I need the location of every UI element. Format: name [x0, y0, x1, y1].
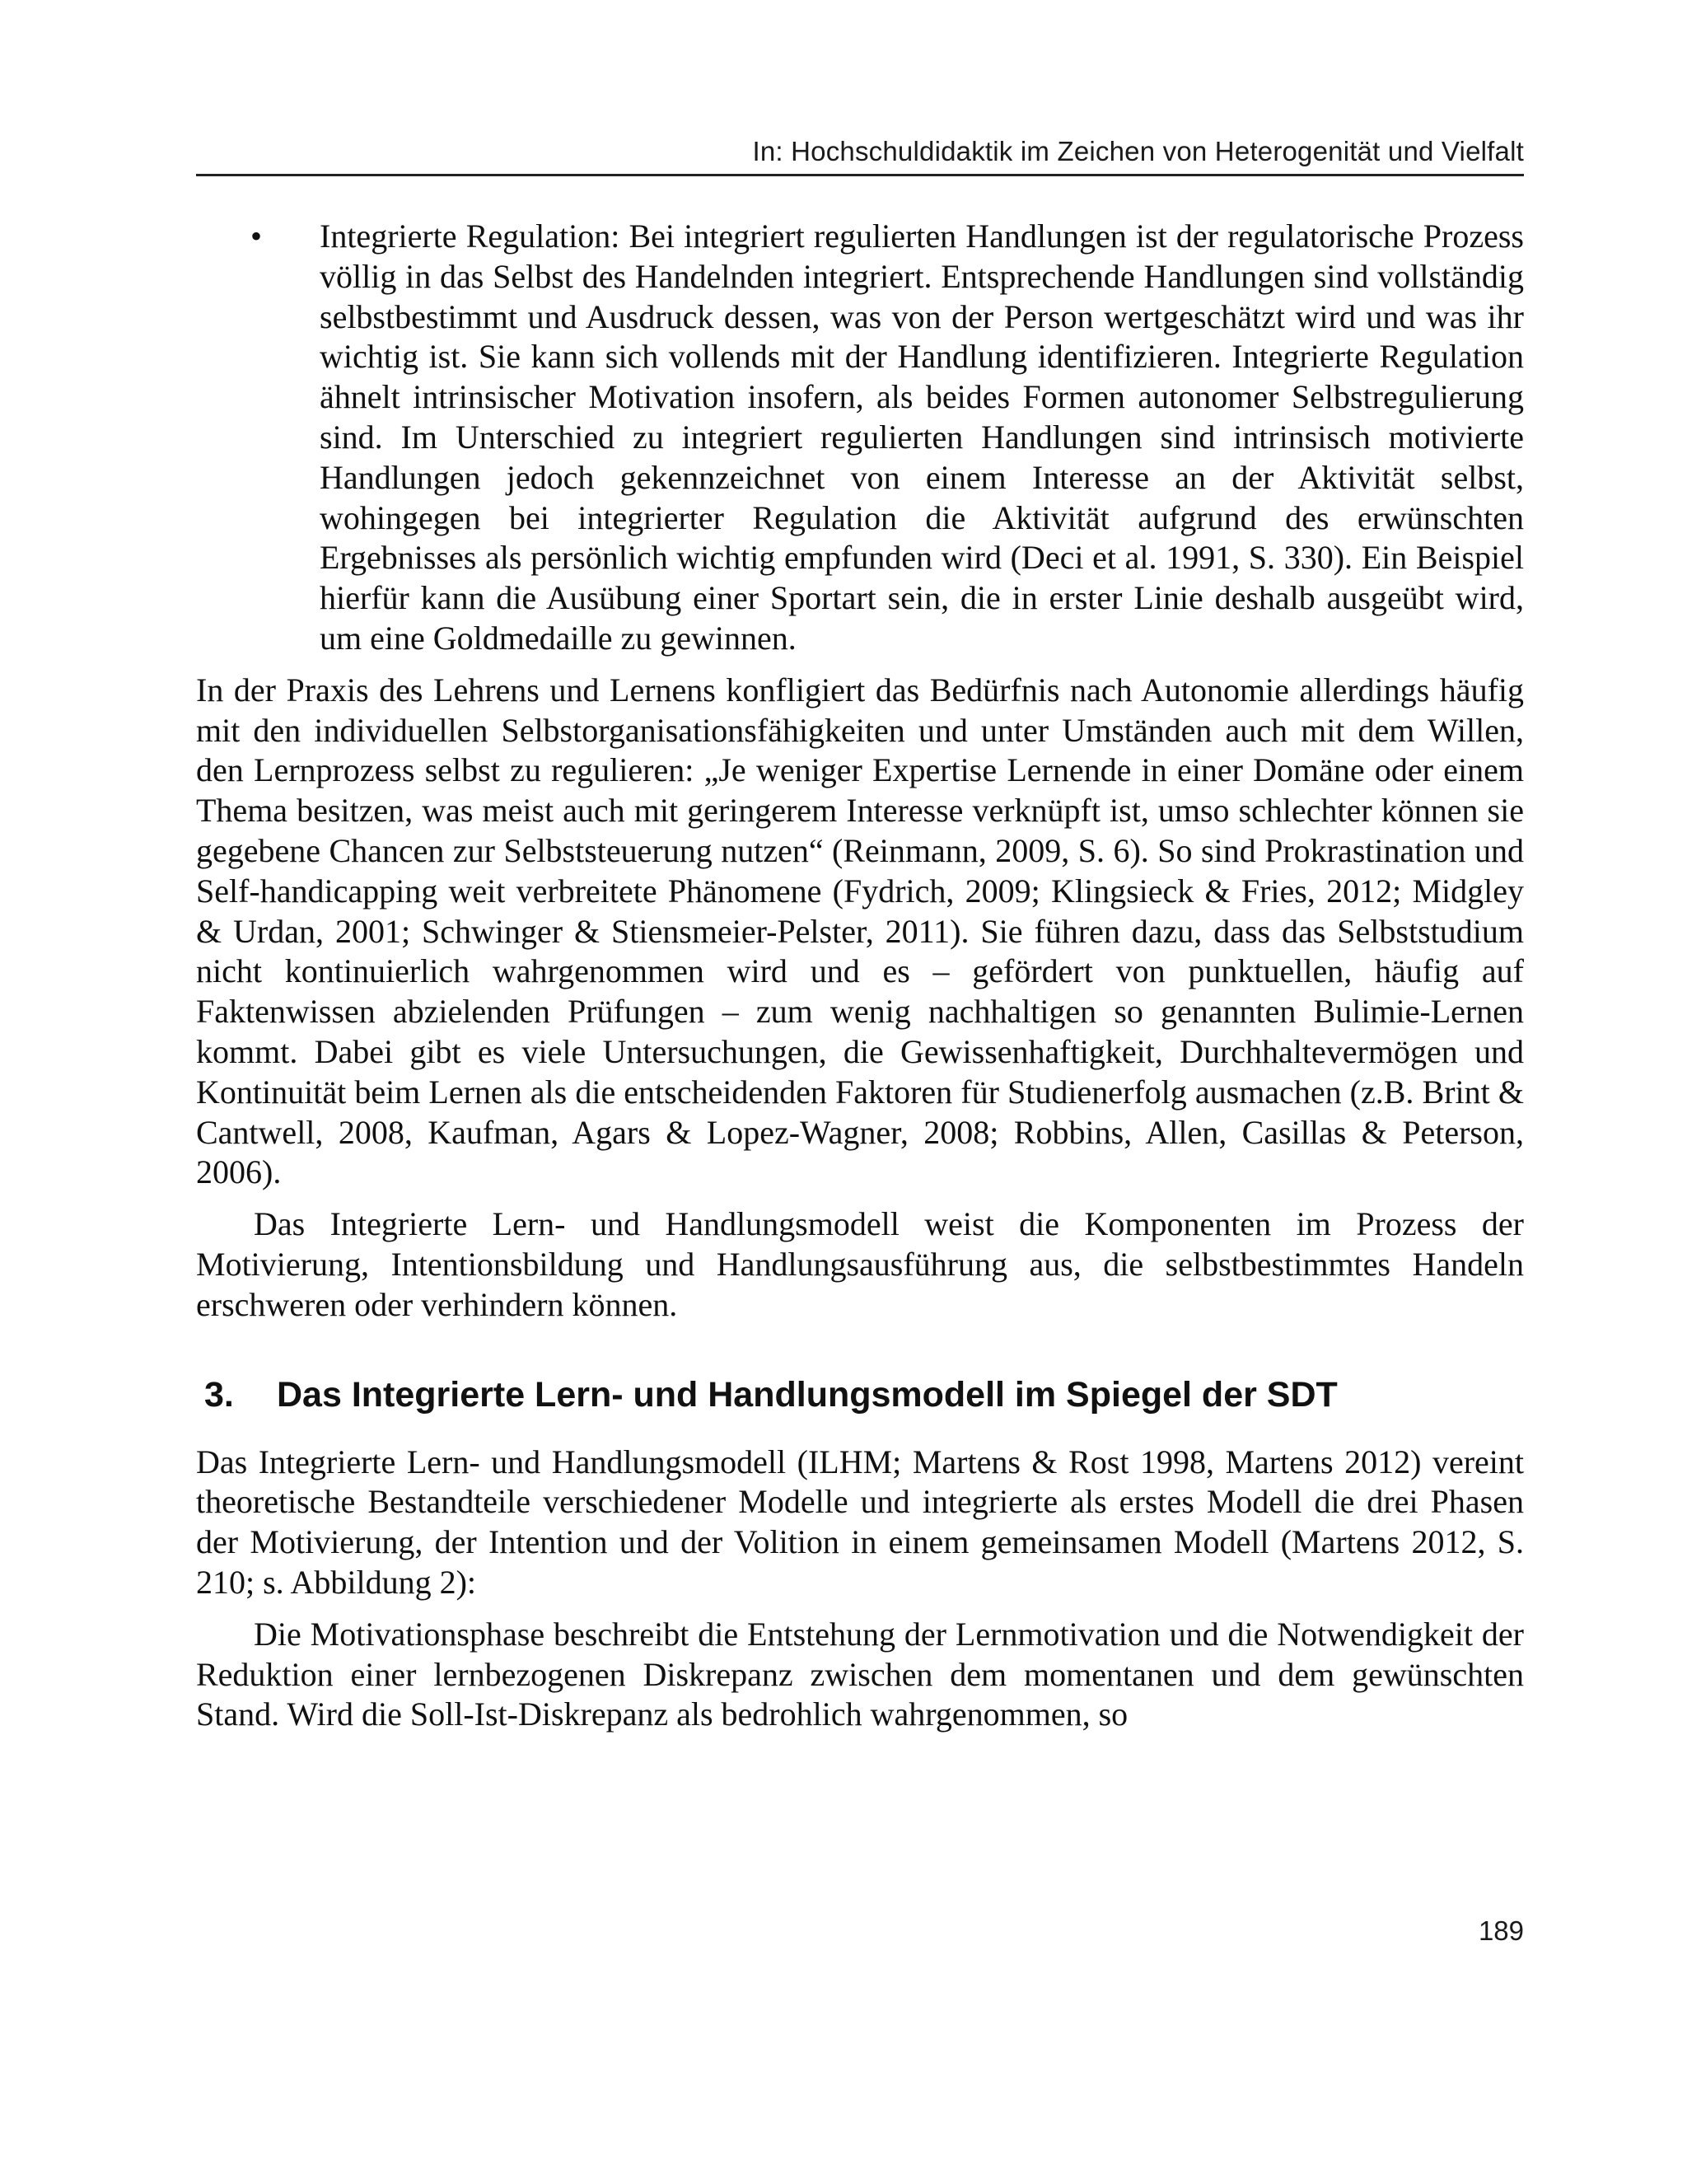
paragraph-motivationsphase: Die Motivationsphase beschreibt die Entstehung der Lernmotivation und die Notwendigkeit der Reduktion einer lernbezogenen Diskrepanz zwischen dem momentanen und dem gewünschten Stand. Wird die Soll-Ist-Diskrepanz als bedrohlich wahrgenommen, so: [196, 1615, 1524, 1733]
section-heading: [196, 1372, 1524, 1418]
running-header: [196, 132, 1524, 176]
bullet-marker: •: [250, 217, 263, 255]
paragraph-ilhm-komponenten: Das Integrierte Lern- und Handlungsmodell weist die Komponenten im Prozess der Motivierung, Intentionsbildung und Handlungsausführung aus, die selbstbestimmtes Handeln erschweren oder verhindern können.: [196, 1205, 1524, 1323]
page-number: 189: [1478, 1915, 1524, 1946]
bullet-text: Integrierte Regulation: Bei integriert regulierten Handlungen ist der regulatorische Prozess völlig in das Selbst des Handelnden integriert. Entsprechende Handlungen sind vollständig selbstbestimmt und Ausdruck dessen, was von der Person wertgeschätzt wird und was ihr wichtig ist. Sie kann sich vollends mit der Handlung identifizieren. Integrierte Regulation ähnelt intrinsischer Motivation insofern, als beides Formen autonomer Selbstregulierung sind. Im Unterschied zu integriert regulierten Handlungen sind intrinsisch motivierte Handlungen jedoch gekennzeichnet von einem Interesse an der Aktivität selbst, wohingegen bei integrierter Regulation die Aktivität aufgrund des erwünschten Ergebnisses als persönlich wichtig empfunden wird (Deci et al. 1991, S. 330). Ein Beispiel hierfür kann die Ausübung einer Sportart sein, die in erster Linie deshalb ausgeübt wird, um eine Goldmedaille zu gewinnen.: [320, 217, 1524, 657]
bullet-item-integrierte-regulation: [196, 217, 1524, 659]
paragraph-praxis: In der Praxis des Lehrens und Lernens konfligiert das Bedürfnis nach Autonomie allerdings häufig mit den individuellen Selbstorganisationsfähigkeiten und unter Umständen auch mit dem Willen, den Lernprozess selbst zu regulieren: „Je weniger Expertise Lernende in einer Domäne oder einem Thema besitzen, was meist auch mit geringerem Interesse verknüpft ist, umso schlechter können sie gegebene Chancen zur Selbststeuerung nutzen“ (Reinmann, 2009, S. 6). So sind Prokrastination und Self-handicapping weit verbreitete Phänomene (Fydrich, 2009; Klingsieck & Fries, 2012; Midgley & Urdan, 2001; Schwinger & Stiensmeier-Pelster, 2011). Sie führen dazu, dass das Selbststudium nicht kontinuierlich wahrgenommen wird und es – gefördert von punktuellen, häufig auf Faktenwissen abzielenden Prüfungen – zum wenig nachhaltigen so genannten Bulimie-Lernen kommt. Dabei gibt es viele Untersuchungen, die Gewissenhaftigkeit, Durchhaltevermögen und Kontinuität beim Lernen als die entscheidenden Faktoren für Studienerfolg ausmachen (z.B. Brint & Cantwell, 2008, Kaufman, Agars & Lopez-Wagner, 2008; Robbins, Allen, Casillas & Peterson, 2006).: [196, 671, 1524, 1191]
page-body: [196, 217, 1524, 1735]
running-header-title: In: Hochschuldidaktik im Zeichen von Heterogenität und Vielfalt: [752, 136, 1524, 166]
section-title: Das Integrierte Lern- und Handlungsmodell im Spiegel der SDT: [277, 1374, 1338, 1415]
section-number: 3.: [204, 1374, 234, 1415]
paragraph-ilhm-intro: Das Integrierte Lern- und Handlungsmodell (ILHM; Martens & Rost 1998, Martens 2012) vereint theoretische Bestandteile verschiedener Modelle und integrierte als erstes Modell die drei Phasen der Motivierung, der Intention und der Volition in einem gemeinsamen Modell (Martens 2012, S. 210; s. Abbildung 2):: [196, 1443, 1524, 1601]
